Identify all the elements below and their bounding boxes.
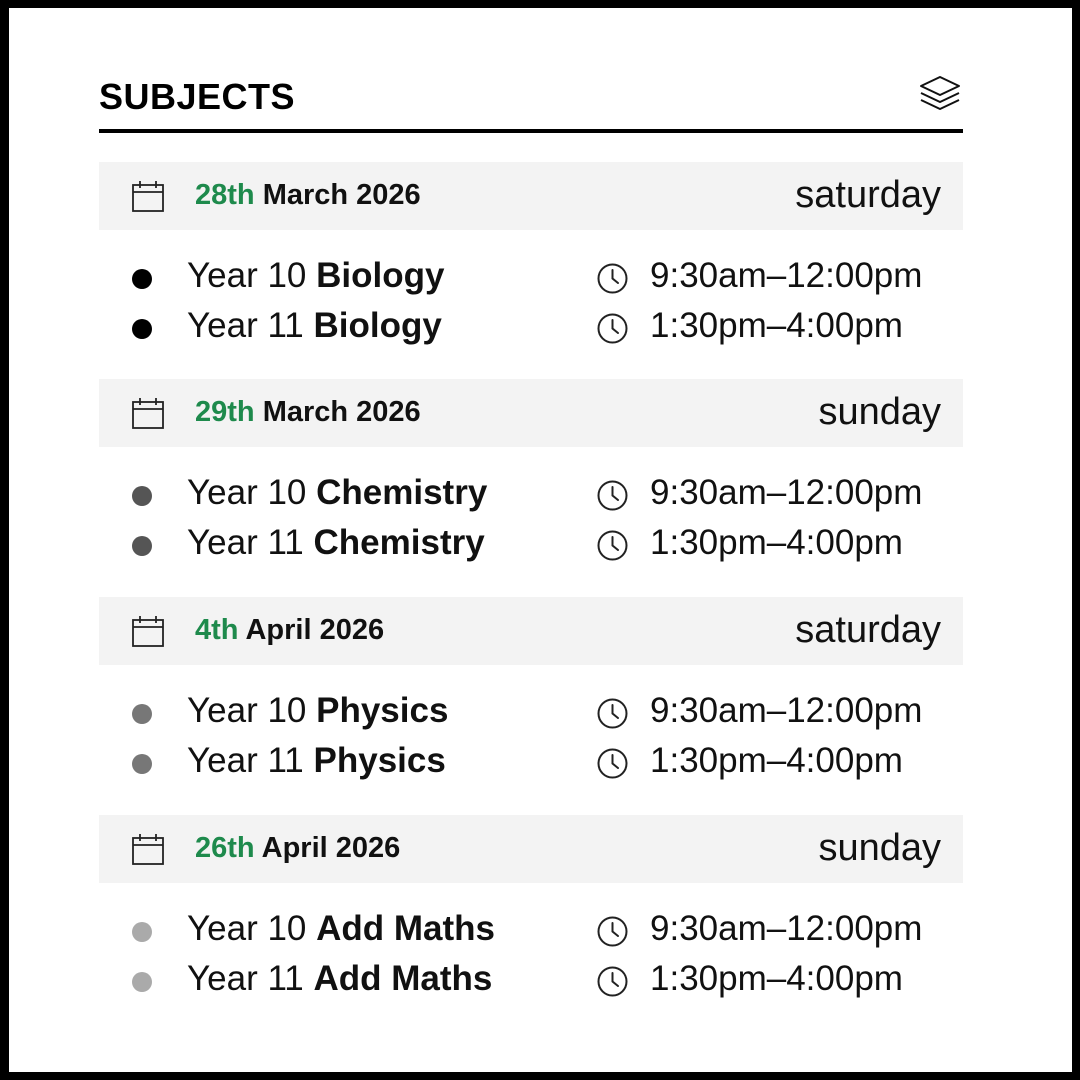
time-range: 1:30pm–4:00pm: [650, 306, 903, 345]
date-month-year: April 2026: [245, 614, 385, 646]
bullet-dot: [132, 704, 152, 724]
clock-icon: [596, 965, 629, 998]
weekday-label: saturday: [795, 609, 941, 651]
weekday-label: sunday: [818, 827, 941, 869]
subject-label: [187, 909, 495, 949]
exam-row: [99, 468, 963, 518]
date-label: [195, 396, 421, 429]
subject-name: Physics: [316, 691, 449, 730]
date-group: [99, 815, 963, 1004]
bullet-dot: [132, 319, 152, 339]
bullet-dot: [132, 754, 152, 774]
exam-row: [99, 301, 963, 351]
year-label: Year 10: [187, 473, 307, 512]
date-month-year: March 2026: [262, 179, 421, 211]
bullet-dot: [132, 972, 152, 992]
weekday-label: sunday: [818, 391, 941, 433]
date-bar: [99, 379, 963, 447]
date-label: [195, 832, 400, 865]
date-month-year: March 2026: [262, 396, 421, 428]
subject-label: [187, 473, 487, 513]
clock-icon: [596, 747, 629, 780]
subject-label: [187, 741, 446, 781]
subject-label: [187, 306, 442, 346]
year-label: Year 11: [187, 741, 304, 780]
subject-name: Chemistry: [316, 473, 488, 512]
date-day: 4th: [195, 614, 239, 646]
clock-icon: [596, 262, 629, 295]
header: [99, 74, 962, 134]
time-range: 1:30pm–4:00pm: [650, 959, 903, 998]
subject-label: [187, 959, 492, 999]
subject-name: Chemistry: [313, 523, 485, 562]
date-day: 29th: [195, 396, 255, 428]
year-label: Year 10: [187, 691, 307, 730]
time-range: 1:30pm–4:00pm: [650, 523, 903, 562]
header-divider: [99, 129, 963, 133]
calendar-icon: [131, 179, 165, 213]
exam-row: [99, 736, 963, 786]
subject-name: Biology: [313, 306, 442, 345]
date-group: [99, 597, 963, 786]
subject-label: [187, 256, 444, 296]
date-label: [195, 614, 384, 647]
date-day: 28th: [195, 179, 255, 211]
layers-icon[interactable]: [918, 74, 962, 112]
exam-row: [99, 686, 963, 736]
subject-label: [187, 691, 448, 731]
clock-icon: [596, 529, 629, 562]
year-label: Year 11: [187, 959, 304, 998]
bullet-dot: [132, 922, 152, 942]
exam-row: [99, 954, 963, 1004]
calendar-icon: [131, 832, 165, 866]
subject-label: [187, 523, 485, 563]
calendar-icon: [131, 614, 165, 648]
time-range: 9:30am–12:00pm: [650, 909, 923, 948]
time-range: 9:30am–12:00pm: [650, 691, 923, 730]
bullet-dot: [132, 269, 152, 289]
year-label: Year 11: [187, 306, 304, 345]
page-title: SUBJECTS: [99, 76, 296, 117]
subject-name: Physics: [313, 741, 446, 780]
exam-row: [99, 904, 963, 954]
date-bar: [99, 815, 963, 883]
exam-row: [99, 518, 963, 568]
date-day: 26th: [195, 832, 255, 864]
subject-name: Biology: [316, 256, 445, 295]
time-range: 1:30pm–4:00pm: [650, 741, 903, 780]
bullet-dot: [132, 486, 152, 506]
year-label: Year 11: [187, 523, 304, 562]
subject-name: Add Maths: [316, 909, 495, 948]
clock-icon: [596, 915, 629, 948]
time-range: 9:30am–12:00pm: [650, 256, 923, 295]
clock-icon: [596, 312, 629, 345]
exam-row: [99, 251, 963, 301]
calendar-icon: [131, 396, 165, 430]
weekday-label: saturday: [795, 174, 941, 216]
year-label: Year 10: [187, 256, 307, 295]
clock-icon: [596, 697, 629, 730]
date-group: [99, 379, 963, 568]
date-group: [99, 162, 963, 351]
date-bar: [99, 162, 963, 230]
date-bar: [99, 597, 963, 665]
bullet-dot: [132, 536, 152, 556]
date-label: [195, 179, 421, 212]
date-month-year: April 2026: [261, 832, 401, 864]
time-range: 9:30am–12:00pm: [650, 473, 923, 512]
year-label: Year 10: [187, 909, 307, 948]
subject-name: Add Maths: [313, 959, 493, 998]
clock-icon: [596, 479, 629, 512]
